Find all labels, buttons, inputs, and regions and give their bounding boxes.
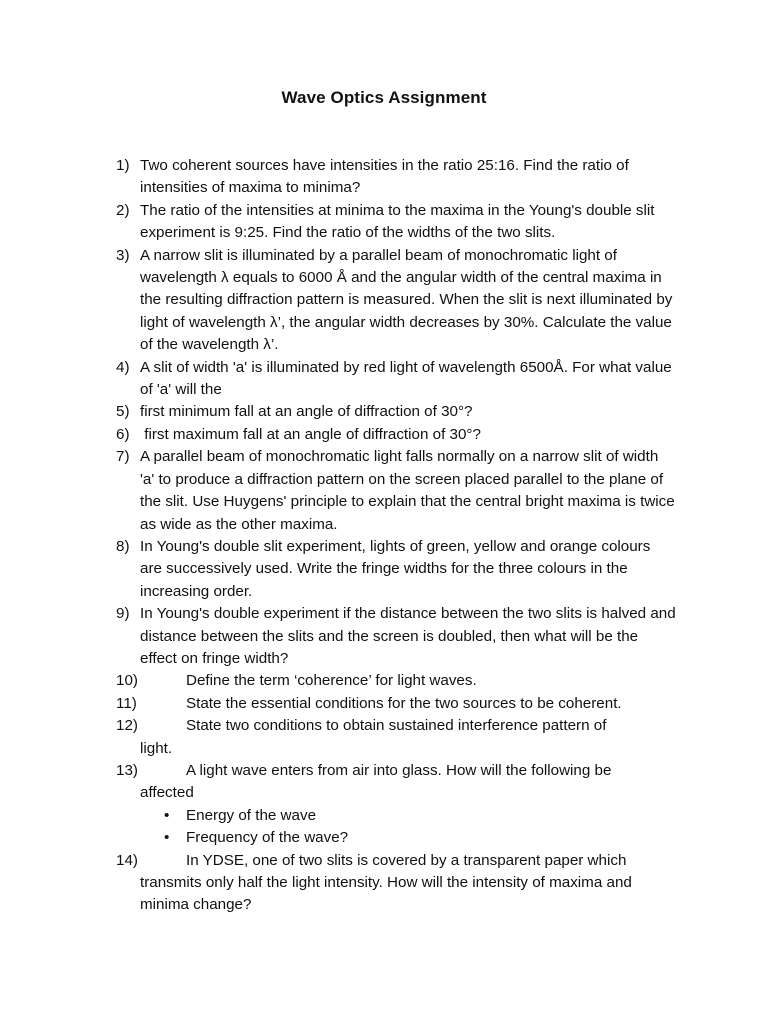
item-text: first minimum fall at an angle of diffraction of 30°? — [140, 403, 473, 421]
bullet-text: Frequency of the wave? — [186, 829, 349, 847]
item-text: State two conditions to obtain sustained interference pattern of — [186, 717, 607, 735]
list-item — [116, 200, 676, 245]
list-item — [116, 850, 676, 917]
item-text-continued: light. — [140, 739, 173, 757]
page-title: Wave Optics Assignment — [281, 88, 487, 107]
bullet-icon: • — [164, 806, 170, 824]
list-item — [116, 401, 676, 423]
item-number: 8) — [116, 537, 130, 555]
item-number: 12) — [116, 717, 138, 735]
item-text: Two coherent sources have intensities in the ratio 25:16. Find the ratio of intensities of maxima to minima? — [140, 157, 629, 197]
list-item — [116, 357, 676, 402]
item-number: 10) — [116, 672, 138, 690]
item-text: A slit of width 'a' is illuminated by red light of wavelength 6500Å. For what value of 'a' will the — [140, 358, 672, 399]
item-text: A parallel beam of monochromatic light falls normally on a narrow slit of width 'a' to produce a diffraction pattern on the screen placed parallel to the plane of the slit. Use Huygens' principle to explain that the central bright maxima is twice as wide as the other maxima. — [140, 448, 675, 533]
item-text: In Young's double experiment if the distance between the two slits is halved and distance between the slits and the screen is doubled, then what will be the effect on fringe width? — [140, 605, 676, 667]
list-item — [116, 693, 676, 715]
item-text: Define the term ‘coherence’ for light waves. — [186, 672, 477, 690]
item-text: In Young's double slit experiment, lights of green, yellow and orange colours are successively used. Write the fringe widths for the three colours in the increasing order. — [140, 537, 651, 600]
bullet-item — [162, 827, 676, 849]
item-text: A narrow slit is illuminated by a parallel beam of monochromatic light of wavelength λ equals to 6000 Å and the angular width of the central maxima in the resulting diffraction pattern is measured. When the slit is next illuminated by light of wavelength λ’, the angular width decreases by 30%. Calculate the value of the wavelength λ’. — [140, 246, 673, 354]
list-item — [116, 603, 676, 670]
item-number: 11) — [116, 694, 137, 712]
item-number: 7) — [116, 448, 130, 466]
item-number: 6) — [116, 425, 130, 443]
item-number: 1) — [116, 157, 130, 174]
bullet-text: Energy of the wave — [186, 806, 317, 824]
item-number: 14) — [116, 851, 138, 869]
item-text: State the essential conditions for the two sources to be coherent. — [186, 694, 622, 712]
list-item — [116, 155, 676, 200]
list-item — [116, 760, 676, 805]
item-number: 5) — [116, 403, 130, 421]
item-text: The ratio of the intensities at minima to the maxima in the Young's double slit experiment is 9:25. Find the ratio of the widths of the two slits. — [140, 201, 655, 242]
list-item — [116, 424, 676, 446]
bullet-list — [116, 805, 676, 850]
list-item — [116, 245, 676, 357]
bullet-item — [162, 805, 676, 827]
item-number: 9) — [116, 605, 130, 623]
list-item — [116, 715, 676, 760]
item-number: 2) — [116, 201, 130, 219]
item-number: 3) — [116, 246, 130, 264]
item-text: first maximum fall at an angle of diffraction of 30°? — [140, 425, 481, 443]
item-text-continued: transmits only half the light intensity. How will the intensity of maxima and minima change? — [140, 874, 632, 914]
list-item — [116, 446, 676, 536]
item-text: A light wave enters from air into glass. How will the following be — [186, 761, 612, 779]
question-list — [116, 155, 676, 917]
item-text-continued: affected — [140, 784, 194, 802]
item-number: 4) — [116, 358, 130, 376]
bullet-icon: • — [164, 829, 170, 847]
list-item — [116, 670, 676, 692]
item-text: In YDSE, one of two slits is covered by a transparent paper which — [186, 851, 627, 869]
item-number: 13) — [116, 761, 138, 779]
list-item — [116, 536, 676, 603]
